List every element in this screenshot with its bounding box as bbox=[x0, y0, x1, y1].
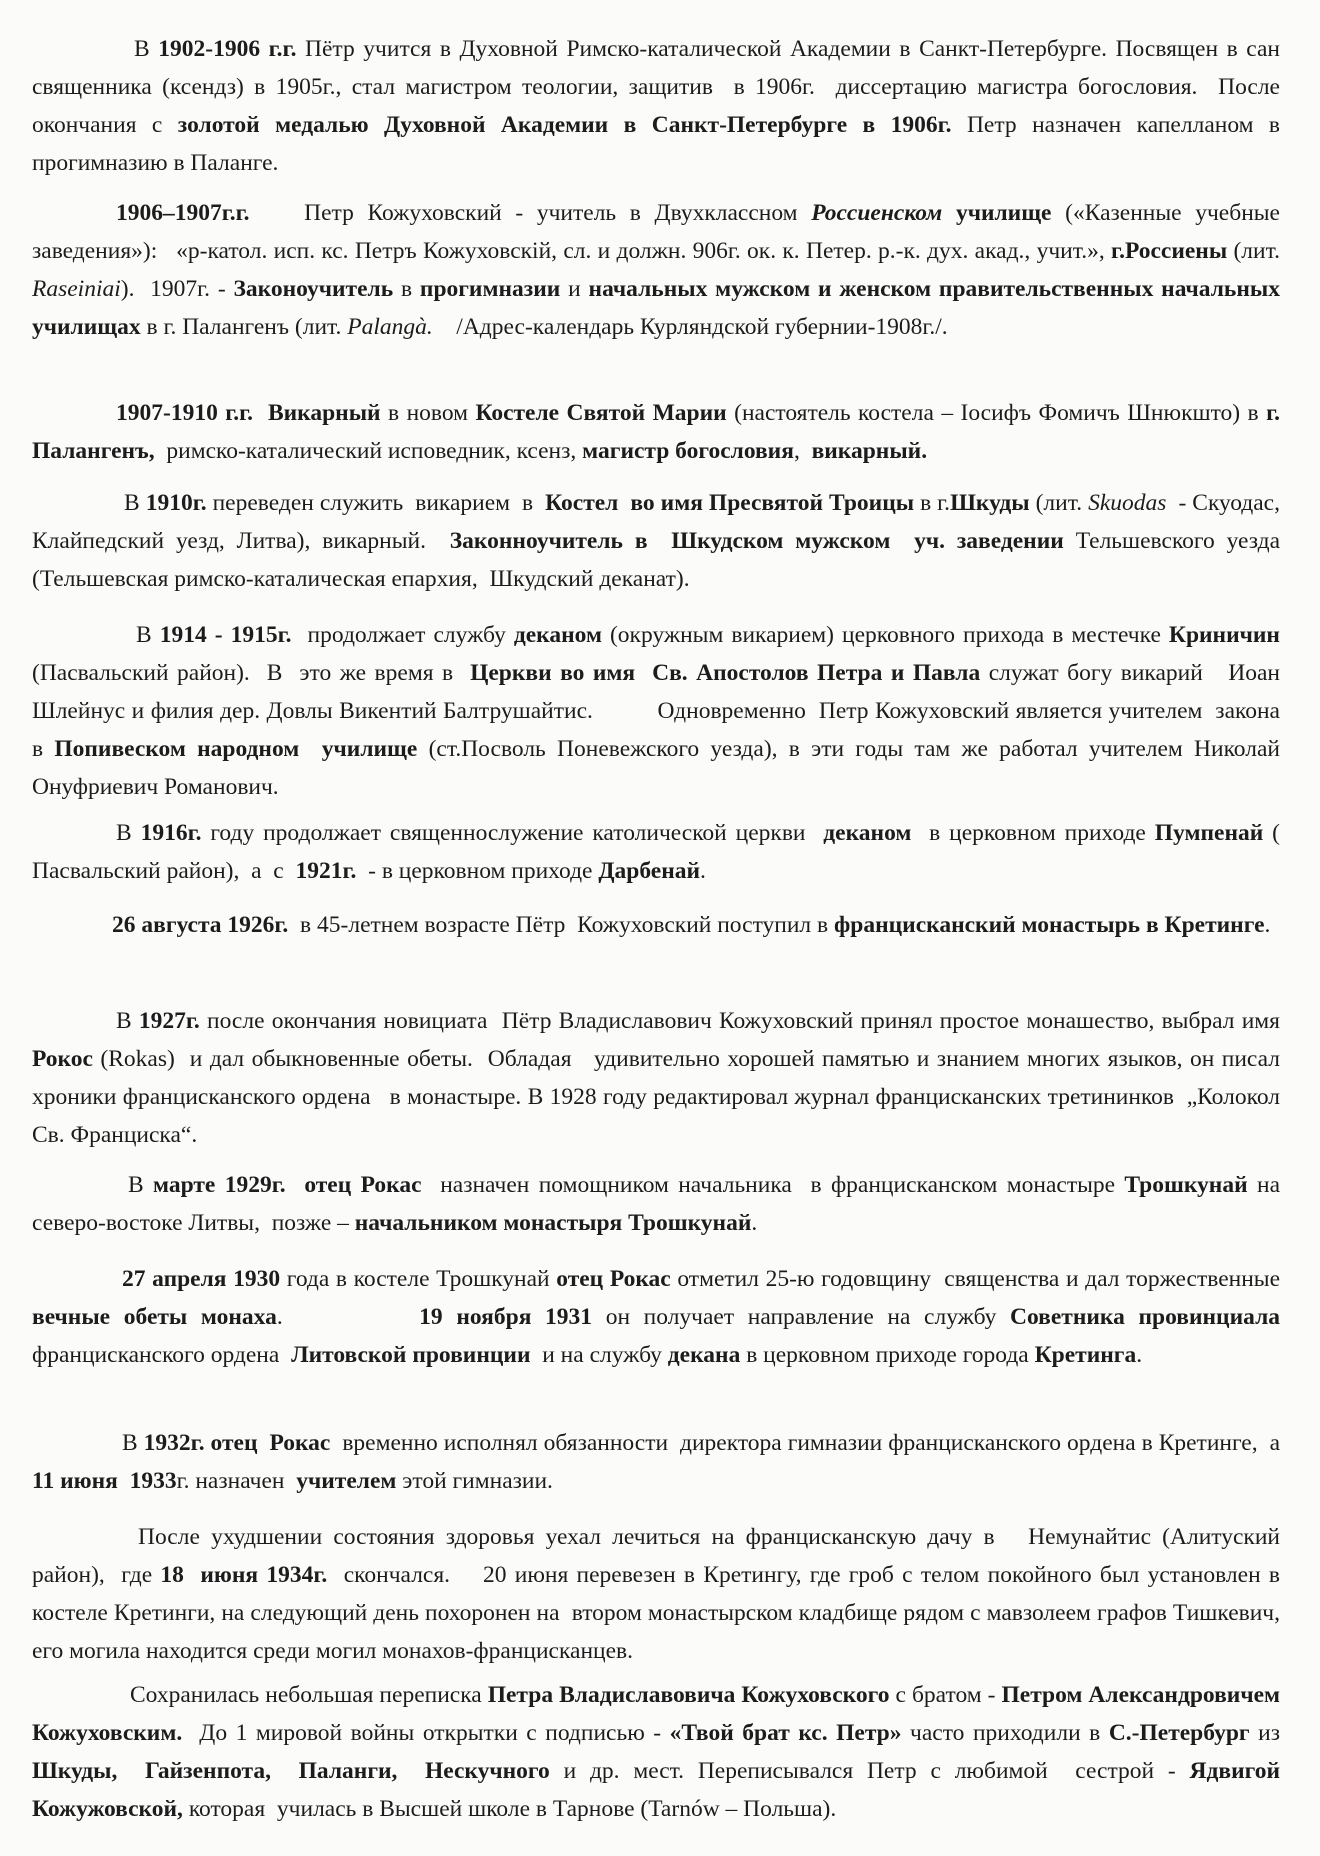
text-run: которая училась в Высшей школе в Тарнове (Tarnów – Польша). bbox=[182, 1796, 837, 1822]
text-run: Пётр учится в Духовной Римско-каталической Академии в Санкт-Петербурге. Посвящен в сан священника (ксендз) в 1905г., стал магистром теологии, защитив в 1906г. диссертацию магистра богословия. После окончания с bbox=[32, 36, 1286, 138]
emphasis-text-run: С.-Петербург bbox=[1108, 1720, 1250, 1746]
text-run: в новом bbox=[380, 400, 476, 426]
emphasis-text-run: Россиенском bbox=[811, 200, 943, 226]
emphasis-text-run: отец Рокас bbox=[556, 1266, 671, 1292]
emphasis-text-run: отец Рокас bbox=[304, 1172, 422, 1198]
emphasis-text-run: Законоучитель bbox=[233, 276, 394, 302]
text-run: после окончания новициата Пётр Владиславович Кожуховский принял простое монашество, выбрал имя bbox=[199, 1008, 1292, 1034]
text-run: в г. bbox=[914, 490, 951, 516]
text-run bbox=[942, 200, 956, 226]
paragraph-1914-1915 bbox=[32, 616, 1286, 806]
text-run: В bbox=[124, 490, 146, 516]
text-run: (Rokas) и дал обыкновенные обеты. Обладая удивительно хорошей памятью и знанием многих языков, он писал хроники францисканского ордена в монастыре. В 1928 году редактировал журнал францисканских третининков „Колокол Св. Франциска“. bbox=[32, 1046, 1286, 1148]
emphasis-text-run: Попивеском народном училище bbox=[54, 736, 418, 762]
emphasis-text-run: золотой медалью Духовной Академии в Санкт-Петербурге в 1906г. bbox=[177, 112, 952, 138]
paragraph-1906-1907 bbox=[32, 194, 1286, 346]
emphasis-text-run: Церкви во имя Св. Апостолов Петра и Павла bbox=[470, 660, 981, 686]
emphasis-text-run: Ядвигой Кожужовской, bbox=[32, 1758, 1286, 1822]
emphasis-text-run: Palangà. bbox=[347, 314, 433, 340]
emphasis-text-run: Криничин bbox=[1168, 622, 1280, 648]
text-run: (лит. bbox=[1227, 238, 1286, 264]
text-run bbox=[253, 400, 268, 426]
emphasis-text-run: 1914 - 1915г. bbox=[159, 622, 292, 648]
text-run: (окружным викарием) церковного прихода в местечке bbox=[601, 622, 1169, 648]
text-run: году продолжает священнослужение католической церкви bbox=[201, 820, 824, 846]
text-run: , bbox=[793, 438, 812, 464]
paragraph-1926 bbox=[32, 906, 1280, 944]
text-run: этой гимназии. bbox=[396, 1468, 553, 1494]
emphasis-text-run: Трошкунай bbox=[1124, 1172, 1248, 1198]
text-run: В bbox=[116, 820, 141, 846]
text-run: - Скуодас, Клайпедский уезд, Литва), викарный. bbox=[32, 490, 1286, 554]
text-run: отметил 25-ю годовщину священства и дал торжественные bbox=[670, 1266, 1286, 1292]
text-run: и bbox=[560, 276, 589, 302]
emphasis-text-run: вечные обеты монаха bbox=[32, 1304, 277, 1330]
emphasis-text-run: викарный. bbox=[811, 438, 928, 464]
emphasis-text-run: Рокос bbox=[32, 1046, 93, 1072]
emphasis-text-run: Кретинга bbox=[1034, 1342, 1137, 1368]
text-run: Петр Кожуховский - учитель в Двухклассном bbox=[249, 200, 812, 226]
text-run: В bbox=[116, 1008, 139, 1034]
paragraph-1934 bbox=[32, 1518, 1286, 1670]
text-run: . bbox=[276, 1304, 420, 1330]
paragraph-correspondence bbox=[32, 1676, 1292, 1828]
emphasis-text-run: 26 августа 1926г. bbox=[112, 912, 289, 938]
emphasis-text-run: г. Палангенъ, bbox=[32, 400, 1286, 464]
text-run: В bbox=[122, 1430, 144, 1456]
text-run: и на службу bbox=[530, 1342, 668, 1368]
text-run bbox=[286, 1172, 305, 1198]
text-run: служат богу викарий Иоан Шлейнус и филия дер. Довлы Викентий Балтрушайтис. Одновременно Петр Кожуховский является учителем закона в bbox=[32, 660, 1286, 762]
paragraph-1927 bbox=[32, 1002, 1292, 1154]
emphasis-text-run: Законноучитель в Шкудском мужском уч. заведении bbox=[449, 528, 1064, 554]
emphasis-text-run: магистр богословия bbox=[582, 438, 794, 464]
emphasis-text-run: «Твой брат кс. Петр» bbox=[669, 1720, 902, 1746]
text-run: . bbox=[700, 858, 706, 884]
emphasis-text-run: Викарный bbox=[267, 400, 381, 426]
text-run: (настоятель костела – Iосифъ Фомичъ Шнюкшто) в bbox=[726, 400, 1267, 426]
emphasis-text-run: 1907-1910 г.г. bbox=[116, 400, 254, 426]
emphasis-text-run: Костеле Святой Марии bbox=[475, 400, 727, 426]
text-run: (Пасвальский район). В это же время в bbox=[32, 622, 1286, 686]
emphasis-text-run: 1902-1906 г.г. bbox=[158, 36, 297, 62]
text-run: . bbox=[1264, 912, 1271, 938]
text-run: и др. мест. Переписывался Петр с любимой сестрой - bbox=[549, 1758, 1190, 1784]
emphasis-text-run: Костел во имя Пресвятой Троицы bbox=[545, 490, 915, 516]
text-run: переведен служить викарием в bbox=[206, 490, 546, 516]
emphasis-text-run: Советника провинциала bbox=[1010, 1304, 1281, 1330]
emphasis-text-run: 1932г. отец Рокас bbox=[143, 1430, 331, 1456]
emphasis-text-run: 1921г. bbox=[295, 858, 357, 884]
text-run: В bbox=[128, 1172, 154, 1198]
emphasis-text-run: декана bbox=[667, 1342, 741, 1368]
paragraph-1910 bbox=[32, 484, 1292, 598]
emphasis-text-run: Дарбенай bbox=[598, 858, 701, 884]
emphasis-text-run: 1916г. bbox=[140, 820, 202, 846]
text-run: . bbox=[751, 1210, 758, 1236]
text-run: /Адрес-календарь Курляндской губернии-1908г./. bbox=[432, 314, 948, 340]
text-run: на северо-востоке Литвы, позже – bbox=[32, 1172, 1286, 1236]
emphasis-text-run: францисканский монастырь в Кретинге bbox=[834, 912, 1265, 938]
emphasis-text-run: Шкуды, Гайзенпота, Паланги, Нескучного bbox=[32, 1758, 550, 1784]
emphasis-text-run: 27 апреля 1930 bbox=[122, 1266, 281, 1292]
text-run: года в костеле Трошкунай bbox=[280, 1266, 557, 1292]
text-run: назначен помощником начальника в францисканском монастыре bbox=[421, 1172, 1125, 1198]
text-run: часто приходили в bbox=[901, 1720, 1109, 1746]
emphasis-text-run: 18 июня 1934г. bbox=[160, 1562, 328, 1588]
emphasis-text-run: 19 ноября 1931 bbox=[419, 1304, 593, 1330]
emphasis-text-run: Шкуды bbox=[950, 490, 1030, 516]
emphasis-text-run: Петра Владиславовича Кожуховского bbox=[487, 1682, 890, 1708]
text-run: временно исполнял обязанности директора гимназии францисканского ордена в Кретинге, а bbox=[330, 1430, 1286, 1456]
emphasis-text-run: 1927г. bbox=[138, 1008, 200, 1034]
emphasis-text-run: учителем bbox=[296, 1468, 397, 1494]
paragraph-1907-1910 bbox=[32, 394, 1286, 470]
text-run: скончался. 20 июня перевезен в Кретингу, где гроб с телом покойного был установлен в костеле Кретинги, на следующий день похоронен на втором монастырском кладбище рядом с мавзолеем графов Тишкевич, его могила находится среди могил монахов-францисканцев. bbox=[32, 1562, 1286, 1664]
text-run: францисканского ордена bbox=[32, 1304, 1286, 1368]
text-run: он получает направление на службу bbox=[592, 1304, 1011, 1330]
emphasis-text-run: 1906–1907г.г. bbox=[116, 200, 250, 226]
text-run: До 1 мировой войны открытки с подписью - bbox=[182, 1720, 670, 1746]
paragraph-1916 bbox=[32, 814, 1286, 890]
emphasis-text-run: прогимназии bbox=[419, 276, 561, 302]
emphasis-text-run: деканом bbox=[513, 622, 602, 648]
emphasis-text-run: 11 июня 1933 bbox=[32, 1468, 177, 1494]
text-run: ( Пасвальский район), а с bbox=[32, 820, 1286, 884]
text-run: в г. Палангенъ (лит. bbox=[140, 314, 348, 340]
emphasis-text-run: г.Россиены bbox=[1111, 238, 1228, 264]
text-run: В bbox=[136, 622, 160, 648]
text-run: в церковном приходе города bbox=[740, 1342, 1035, 1368]
paragraph-1930-1931 bbox=[32, 1260, 1286, 1374]
text-run: . bbox=[1136, 1342, 1143, 1368]
text-run: Тельшевского уезда (Тельшевская римско-каталическая епархия, Шкудский деканат). bbox=[32, 528, 1292, 592]
emphasis-text-run: марте 1929г. bbox=[153, 1172, 286, 1198]
text-run: Сохранилась небольшая переписка bbox=[130, 1682, 488, 1708]
text-run: ). 1907г. - bbox=[120, 276, 234, 302]
emphasis-text-run: начальных мужском и женском правительственных начальных училищах bbox=[32, 276, 1286, 340]
emphasis-text-run: училище bbox=[955, 200, 1052, 226]
emphasis-text-run: начальником монастыря Трошкунай bbox=[354, 1210, 752, 1236]
text-run: (ст.Посволь Поневежского уезда), в эти годы там же работал учителем Николай Онуфриевич Романович. bbox=[32, 736, 1286, 800]
text-run: («Казенные учебные заведения»): «р-катол. исп. кс. Петръ Кожуховскiй, сл. и должн. 906г. ок. к. Петер. р.-к. дух. акад., учит.», bbox=[32, 200, 1286, 264]
emphasis-text-run: Петром Александровичем Кожуховским. bbox=[32, 1682, 1286, 1746]
paragraph-1932-1933 bbox=[32, 1424, 1286, 1500]
text-run: продолжает службу bbox=[291, 622, 514, 648]
text-run: с братом - bbox=[889, 1682, 1002, 1708]
text-run: - в церковном приходе bbox=[356, 858, 599, 884]
paragraph-1902-1906 bbox=[32, 30, 1286, 182]
text-run: в 45-летнем возрасте Пётр Кожуховский поступил в bbox=[288, 912, 835, 938]
text-run: Петр назначен капелланом в прогимназию в Паланге. bbox=[32, 112, 1286, 176]
emphasis-text-run: деканом bbox=[823, 820, 912, 846]
text-run: (лит. bbox=[1029, 490, 1089, 516]
text-run: в церковном приходе bbox=[911, 820, 1155, 846]
text-run: в bbox=[393, 276, 420, 302]
text-run: из bbox=[1249, 1720, 1292, 1746]
text-run: римско-каталический исповедник, ксенз, bbox=[154, 438, 583, 464]
emphasis-text-run: Raseiniai bbox=[32, 276, 121, 302]
paragraph-1929 bbox=[32, 1166, 1286, 1242]
emphasis-text-run: Skuodas bbox=[1088, 490, 1167, 516]
emphasis-text-run: Пумпенай bbox=[1154, 820, 1264, 846]
text-run: После ухудшении состояния здоровья уехал лечиться на францисканскую дачу в Немунайтис (Алитуский район), где bbox=[32, 1524, 1286, 1588]
emphasis-text-run: Литовской провинции bbox=[291, 1342, 531, 1368]
text-run: В bbox=[134, 36, 159, 62]
text-run: г. назначен bbox=[176, 1468, 297, 1494]
emphasis-text-run: 1910г. bbox=[145, 490, 207, 516]
